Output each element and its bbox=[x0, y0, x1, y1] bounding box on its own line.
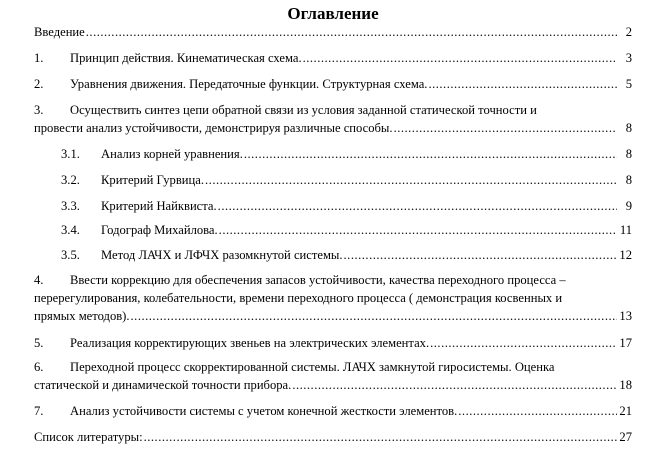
toc-entry-number: 6. bbox=[34, 360, 44, 374]
toc-page-number: 18 bbox=[619, 378, 632, 392]
toc-entry-number: 3.3. bbox=[61, 199, 80, 213]
toc-entry-number: 2. bbox=[34, 77, 44, 91]
toc-entry-4[interactable] bbox=[34, 307, 632, 325]
toc-entry-text: Уравнения движения. Передаточные функции. Структурная схема. bbox=[70, 77, 428, 91]
toc-entry-text: Список литературы: bbox=[34, 430, 143, 444]
toc-entry-text: Критерий Найквиста. bbox=[101, 199, 217, 213]
toc-entry-text: Метод ЛАЧХ и ЛФЧХ разомкнутой системы. bbox=[101, 248, 343, 262]
toc-entry-3-line1[interactable] bbox=[34, 101, 537, 119]
toc-entry-text: Ввести коррекцию для обеспечения запасов устойчивости, качества переходного процесса – bbox=[70, 273, 566, 287]
toc-entry-number: 3.1. bbox=[61, 147, 80, 161]
toc-entry-5[interactable] bbox=[34, 334, 632, 352]
toc-entry-3-5[interactable] bbox=[61, 246, 632, 264]
toc-entry-2[interactable] bbox=[34, 75, 632, 93]
toc-entry-number: 3.2. bbox=[61, 173, 80, 187]
toc-entry-text: Критерий Гурвица. bbox=[101, 173, 205, 187]
toc-entry-text: Анализ корней уравнения. bbox=[101, 147, 243, 161]
toc-page-number: 8 bbox=[625, 121, 632, 135]
toc-entry-text: статической и динамической точности прибора. bbox=[34, 378, 292, 392]
toc-leader-dots bbox=[394, 119, 617, 137]
toc-leader-dots bbox=[430, 334, 617, 352]
toc-page-number: 5 bbox=[625, 77, 632, 91]
toc-entry-3-4[interactable] bbox=[61, 221, 632, 239]
toc-entry-4-line2[interactable] bbox=[34, 289, 562, 307]
toc-page-number: 13 bbox=[619, 309, 632, 323]
toc-entry-7[interactable] bbox=[34, 402, 632, 420]
toc-entry-number: 7. bbox=[34, 404, 44, 418]
toc-entry-3-3[interactable] bbox=[61, 197, 632, 215]
toc-page-number: 9 bbox=[625, 199, 632, 213]
toc-entry-6[interactable] bbox=[34, 376, 632, 394]
toc-entry-text: Принцип действия. Кинематическая схема. bbox=[70, 51, 302, 65]
toc-page-number: 3 bbox=[625, 51, 632, 65]
toc-entry-number: 3.5. bbox=[61, 248, 80, 262]
toc-entry-1[interactable] bbox=[34, 49, 632, 67]
toc-entry-3-2[interactable] bbox=[61, 171, 632, 189]
toc-entry-text: Реализация корректирующих звеньев на электрических элементах. bbox=[70, 336, 430, 350]
toc-entry-number: 3. bbox=[34, 103, 44, 117]
toc-leader-dots bbox=[86, 23, 617, 41]
toc-leader-dots bbox=[458, 402, 617, 420]
toc-page-number: 21 bbox=[619, 404, 632, 418]
toc-entry-text: прямых методов). bbox=[34, 309, 130, 323]
toc-page-number: 17 bbox=[619, 336, 632, 350]
toc-page-number: 11 bbox=[619, 223, 632, 237]
toc-leader-dots bbox=[344, 246, 617, 264]
toc-entry-text: Осуществить синтез цепи обратной связи из условия заданной статической точности и bbox=[70, 103, 537, 117]
toc-entry-number: 3.4. bbox=[61, 223, 80, 237]
toc-leader-dots bbox=[292, 376, 617, 394]
toc-entry-text: Анализ устойчивости системы с учетом конечной жесткости элементов. bbox=[70, 404, 458, 418]
toc-leader-dots bbox=[131, 307, 617, 325]
toc-entry-text: Годограф Михайлова. bbox=[101, 223, 218, 237]
toc-entry-text: Введение bbox=[34, 25, 85, 39]
toc-entry-bibliography[interactable] bbox=[34, 428, 632, 446]
toc-page-number: 12 bbox=[619, 248, 632, 262]
toc-entry-number: 1. bbox=[34, 51, 44, 65]
toc-entry-text: Переходной процесс скорректированной системы. ЛАЧХ замкнутой гиросистемы. Оценка bbox=[70, 360, 555, 374]
toc-entry-3-1[interactable] bbox=[61, 145, 632, 163]
toc-entry-number: 4. bbox=[34, 273, 44, 287]
toc-leader-dots bbox=[205, 171, 617, 189]
toc-entry-text: провести анализ устойчивости, демонстрируя различные способы. bbox=[34, 121, 393, 135]
toc-leader-dots bbox=[244, 145, 617, 163]
toc-entry-3[interactable] bbox=[34, 119, 632, 137]
toc-page-number: 8 bbox=[625, 173, 632, 187]
toc-entry-number: 5. bbox=[34, 336, 44, 350]
toc-page-number: 27 bbox=[619, 430, 632, 444]
toc-leader-dots bbox=[428, 75, 617, 93]
toc-entry-6-line1[interactable] bbox=[34, 358, 555, 376]
toc-page-number: 2 bbox=[625, 25, 632, 39]
toc-leader-dots bbox=[303, 49, 617, 67]
toc-entry-intro[interactable] bbox=[34, 23, 632, 41]
toc-page-number: 8 bbox=[625, 147, 632, 161]
toc-leader-dots bbox=[144, 428, 617, 446]
toc-entry-text: перерегулирования, колебательности, времени переходного процесса ( демонстрация косвенных и bbox=[34, 291, 563, 305]
toc-leader-dots bbox=[218, 197, 617, 215]
toc-entry-4-line1[interactable] bbox=[34, 271, 566, 289]
toc-title: Оглавление bbox=[287, 4, 379, 23]
toc-leader-dots bbox=[219, 221, 617, 239]
